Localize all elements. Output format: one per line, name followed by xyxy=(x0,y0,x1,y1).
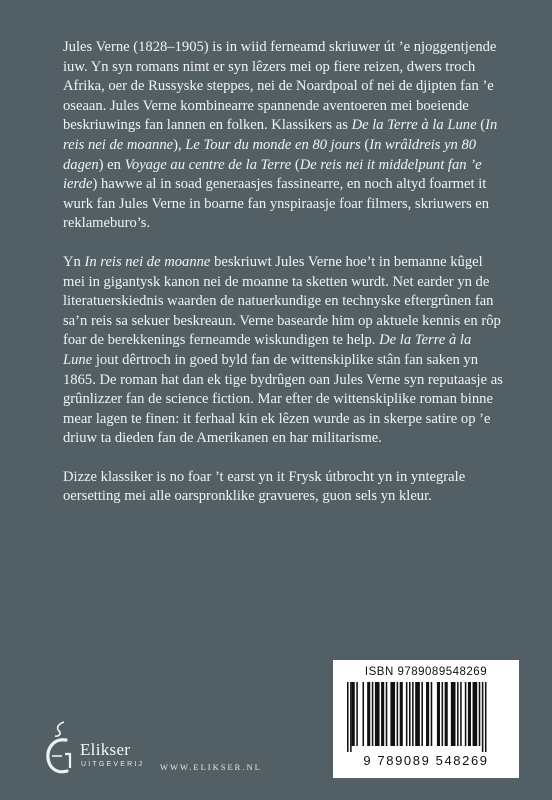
blurb-paragraph-2 xyxy=(63,253,503,449)
back-cover-blurb xyxy=(63,38,503,526)
barcode-bar xyxy=(409,682,411,746)
barcode-bar xyxy=(386,682,388,746)
barcode-bar xyxy=(350,682,352,752)
text-run: jout dêrtroch in goed byld fan de wittenskiplike stân fan saken yn 1865. De roman hat dan ek tige bydrûgen oan Jules Verne syn reputaasje as grûnlizzer fan de science fiction. Mar efter de wittenskiplike roman binne mear lagen te finen: it ferhaal kin ek lêzen wurde as in skerpe satire op ’e driuw ta dieden fan de Amerikanen en har militarisme. xyxy=(63,351,503,447)
barcode-bar xyxy=(390,682,395,746)
italic-title: Le Tour du monde en 80 jours xyxy=(185,136,361,153)
barcode-bar xyxy=(465,682,467,746)
barcode-bar xyxy=(397,682,399,746)
barcode-bar xyxy=(457,682,459,746)
italic-title: In reis nei de moanne xyxy=(84,253,211,270)
publisher-name: Elikser xyxy=(80,740,131,759)
barcode-bar xyxy=(415,682,420,746)
barcode-bar xyxy=(372,682,374,746)
barcode-bar xyxy=(437,682,440,746)
barcode-bar xyxy=(347,682,349,752)
text-run: ( xyxy=(360,136,370,153)
barcode-bar xyxy=(485,682,487,752)
barcode-bar xyxy=(356,682,358,746)
barcode-bar xyxy=(442,682,444,746)
text-run: beskriuwt Jules Verne hoe’t in bemanne kûgel mei in gigantysk kanon nei de moanne ta sketten wurdt. Net earder yn de literatuerskiednis waarden de natuerkundige en technyske eftergrûnen fan sa’n reis sa sekuer beskreaun. Verne basearde him op aktuele kennis en rôp foar de berekkenings ferneamde wiskundigen te help. xyxy=(63,253,501,349)
isbn-barcode-box xyxy=(333,660,519,778)
barcode-bar xyxy=(451,682,456,746)
barcode-bar xyxy=(482,682,484,752)
isbn-label: ISBN 9789089548269 xyxy=(364,666,488,678)
italic-title: In reis nei de moanne xyxy=(63,117,498,153)
barcode-bar xyxy=(352,682,355,746)
blurb-paragraph-3 xyxy=(63,468,503,507)
italic-title: De reis nei it middelpunt fan ’e ierde xyxy=(63,156,482,193)
barcode-bar xyxy=(431,682,433,746)
elikser-logo-icon xyxy=(44,718,74,778)
barcode-bar xyxy=(473,682,478,746)
barcode-bar xyxy=(375,682,380,746)
barcode-bar xyxy=(460,682,462,746)
barcode-bar xyxy=(445,682,448,746)
text-run: Jules Verne (1828–1905) is in wiid ferneamd skriuwer út ’e njoggentjende iuw. Yn syn romans nimt er syn lêzers mei op fiere reizen, dwers troch Afrika, oer de Russyske steppes, nei de Noardpoal of nei de djipten fan ’e oseaan. Jules Verne kombinearre spannende aventoeren mei boeiende beskriuwings fan lannen en folken. Klassikers as xyxy=(63,39,497,134)
publisher-subtitle: UITGEVERIJ xyxy=(81,761,145,768)
barcode-bar xyxy=(468,682,471,746)
text-run: Yn xyxy=(63,253,85,270)
publisher-website-link[interactable]: WWW.ELIKSER.NL xyxy=(160,762,262,772)
barcode-bar xyxy=(381,682,384,746)
italic-title: De la Terre à la Lune xyxy=(351,117,477,134)
barcode-bar xyxy=(412,682,414,746)
text-run: ) hawwe al in soad generaasjes fassinearre, en noch altyd foarmet it wurk fan Jules Verne in boarne fan ynspiraasje foar filmers, skriuwers en reklameburo’s. xyxy=(63,176,490,232)
blurb-paragraph-1 xyxy=(63,38,503,234)
barcode-bar xyxy=(400,682,403,746)
barcode-bar xyxy=(426,682,429,746)
barcode-bar xyxy=(406,682,408,746)
text-run: ( xyxy=(476,117,486,134)
text-run: ), xyxy=(173,136,186,153)
barcode-digits: 9 789089 548269 xyxy=(363,753,489,768)
barcode-bar xyxy=(367,682,370,746)
italic-title: De la Terre à la Lune xyxy=(63,332,472,368)
text-run: ) en xyxy=(98,156,125,173)
barcode-bar xyxy=(363,682,365,746)
text-run: Dizze klassiker is no foar ’t earst yn it Frysk útbrocht yn in yntegrale oersetting mei alle oarspronklike gravueres, guon sels yn kleur. xyxy=(63,468,466,505)
barcode-icon xyxy=(345,682,507,752)
barcode-bar xyxy=(421,682,423,746)
barcode-bar xyxy=(479,682,481,746)
text-run: ( xyxy=(291,156,300,173)
italic-title: Voyage au centre de la Terre xyxy=(124,156,292,173)
italic-title: In wrâldreis yn 80 dagen xyxy=(63,136,477,173)
